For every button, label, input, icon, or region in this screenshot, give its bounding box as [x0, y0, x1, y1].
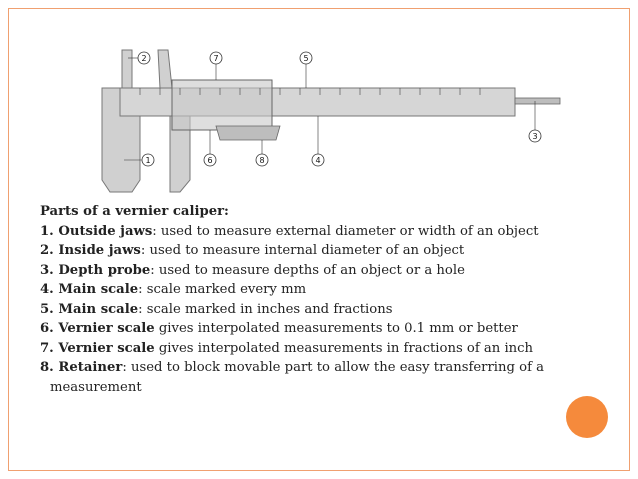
svg-text:7: 7 — [213, 54, 219, 63]
item-4: 4. Main scale: scale marked every mm — [40, 282, 307, 297]
depth-probe — [515, 98, 560, 104]
description-title: Parts of a vernier caliper: — [40, 204, 229, 219]
inside-jaw-sliding — [158, 50, 172, 88]
item-5: 5. Main scale: scale marked in inches and fractions — [40, 301, 393, 317]
svg-text:5: 5 — [303, 54, 309, 63]
retainer — [216, 126, 280, 140]
svg-text:1: 1 — [145, 156, 151, 165]
item-1: 1. Outside jaws: used to measure external diameter or width of an object — [40, 223, 539, 239]
item-8-continued: measurement — [50, 379, 142, 395]
frame-right-line — [629, 8, 630, 471]
vernier-slide — [172, 80, 272, 130]
svg-text:4: 4 — [315, 156, 321, 165]
item-2: 2. Inside jaws: used to measure internal diameter of an object — [40, 243, 465, 258]
inside-jaw-fixed — [122, 50, 132, 88]
frame-top-line — [8, 8, 630, 9]
vernier-caliper-diagram — [80, 40, 580, 198]
svg-text:8: 8 — [259, 156, 265, 165]
item-8: 8. Retainer: used to block movable part to allow the easy transferring of a — [40, 360, 545, 375]
item-3: 3. Depth probe: used to measure depths of an object or a hole — [40, 262, 465, 278]
description-text — [40, 202, 600, 397]
frame-left-line — [8, 8, 9, 471]
svg-text:6: 6 — [207, 156, 213, 165]
svg-text:2: 2 — [141, 54, 147, 63]
svg-text:3: 3 — [532, 132, 538, 141]
decorative-orange-circle — [566, 396, 608, 438]
item-6: 6. Vernier scale gives interpolated measurements to 0.1 mm or better — [40, 321, 518, 336]
item-7: 7. Vernier scale gives interpolated measurements in fractions of an inch — [40, 340, 534, 356]
frame-bottom-line — [8, 470, 630, 471]
